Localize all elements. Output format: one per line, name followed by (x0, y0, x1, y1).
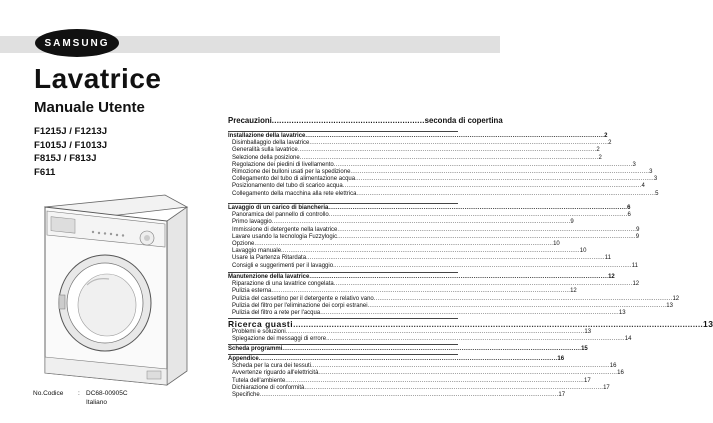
toc-entry-title: Appendice (228, 356, 259, 362)
dot-leader: ................................................................................................................................................................ (281, 248, 580, 255)
model-line: F1215J / F1213J (34, 126, 108, 137)
toc-entry-title: Problemi e soluzioni (232, 329, 286, 335)
dot-leader: ................................................................................................................................................................ (299, 154, 599, 161)
toc-entry-title: Scheda per la cura dei tessuti (232, 363, 312, 370)
toc-entry[interactable] (228, 154, 602, 162)
toc-entry-title: Pulizia del filtro per l'eliminazione dei corpi estranei (232, 302, 368, 309)
dot-leader: ................................................................................................................................................................ (337, 226, 637, 233)
dot-leader: ................................................................................................................................................................ (328, 205, 628, 211)
toc-entry[interactable] (228, 370, 624, 377)
dot-leader: ................................................................................................................................................................ (271, 288, 571, 295)
toc-entry-title: Specifiche (232, 391, 260, 398)
toc-entry-page: 13 (618, 309, 626, 316)
dot-leader: ................................................................................................................................................................ (293, 319, 703, 329)
washing-machine-illustration (35, 185, 195, 390)
toc-section (228, 319, 713, 343)
dot-leader: ................................................................................................................................................................ (306, 255, 605, 262)
toc-entry[interactable] (228, 168, 653, 176)
toc-entry-title: Pulizia del cassettino per il detergente e relativo vano (232, 295, 374, 302)
toc-entry-page: 13 (702, 319, 713, 329)
dot-leader: ................................................................................................................................................................ (373, 295, 673, 302)
toc-entry-title: Tutela dell'ambiente (232, 377, 286, 384)
toc-entry-title: Generalità sulla lavatrice (232, 147, 298, 154)
toc-entry-page: 16 (609, 363, 617, 370)
toc-section (228, 133, 659, 198)
document-title: Lavatrice (34, 63, 162, 94)
toc-entry-title: Lavare usando la tecnologia Fuzzylogic (232, 233, 338, 240)
toc-entry-title: Panoramica del pannello di controllo (232, 212, 329, 219)
toc-entry-page: 12 (672, 295, 680, 302)
section-divider (228, 203, 458, 204)
toc-entry-title: Usare la Partenza Ritardata (232, 255, 307, 262)
model-line: F1015J / F1013J (34, 139, 108, 151)
dot-leader: ................................................................................................................................................................ (337, 233, 636, 240)
toc-entry[interactable] (228, 176, 658, 183)
toc-entry[interactable] (228, 295, 680, 303)
toc-entry-title: Riparazione di una lavatrice congelata (232, 281, 334, 288)
toc-section-heading[interactable] (228, 133, 608, 140)
toc-entry-page: 15 (581, 346, 588, 352)
toc-entry-page: 10 (553, 240, 560, 247)
toc-section-heading[interactable] (228, 319, 713, 329)
toc-entry-title: Spiegazione dei messaggi di errore (232, 336, 327, 343)
dot-leader: ................................................................................................................................................................ (333, 262, 632, 269)
toc-entry-title: Posizionamento del tubo di scarico acqua (232, 183, 343, 190)
toc-entry-title: Pulizia esterna (232, 288, 272, 295)
toc-entry[interactable] (228, 336, 632, 343)
toc-entry[interactable] (228, 329, 592, 336)
precautions-label: Precauzioni (228, 116, 272, 125)
toc-entry[interactable] (228, 161, 636, 169)
samsung-logo (35, 29, 119, 57)
toc-entry-page: 5 (655, 190, 659, 197)
toc-entry-title: Ricerca guasti (228, 319, 294, 329)
toc-entry-title: Installazione della lavatrice (228, 133, 306, 139)
toc-entry[interactable] (228, 309, 626, 317)
toc-section (228, 356, 624, 399)
language-value: Italiano (86, 399, 107, 406)
toc-entry-title: Immissione di detergente nella lavatrice (232, 226, 338, 233)
toc-entry[interactable] (228, 212, 631, 219)
toc-entry-title: Lavaggio di un carico di biancheria (228, 205, 329, 211)
toc-entry-title: Collegamento della macchina alla rete elettrica (232, 190, 357, 197)
toc-entry-page: 12 (608, 274, 615, 280)
dot-leader: ................................................................................................................................................................ (285, 329, 585, 335)
toc-entry-page: 2 (598, 154, 602, 161)
dot-leader: ................................................................................................................................................................ (355, 176, 654, 183)
toc-entry-page: 3 (632, 161, 636, 168)
dot-leader: ................................................................................................................................................................ (271, 219, 571, 226)
toc-entry-page: 6 (627, 205, 631, 211)
toc-entry-title: Consigli e suggerimenti per il lavaggio (232, 262, 334, 269)
toc-entry[interactable] (228, 248, 587, 255)
dot-leader: ................................................................................................................................................................ (333, 161, 633, 168)
toc-entry-page: 6 (627, 212, 631, 219)
toc-entry[interactable] (228, 363, 617, 370)
precautions-page: seconda di copertina (424, 116, 503, 125)
model-line: F611 (34, 166, 56, 178)
toc-entry-page: 13 (666, 302, 673, 309)
toc-entry-title: Pulizia del filtro a rete per l'acqua (232, 309, 321, 316)
dot-leader: ................................................................................................................................................................ (311, 363, 610, 370)
dot-leader: ................................................................................................................................................................ (254, 240, 554, 247)
toc-entry-title: Primo lavaggio (232, 219, 272, 226)
toc-entry[interactable] (228, 190, 659, 198)
toc-section-heading[interactable] (228, 274, 615, 281)
toc-entry-page: 11 (631, 262, 639, 269)
dot-leader: ................................................................................................................................................................ (367, 302, 667, 309)
toc-section (228, 346, 588, 353)
toc-entry[interactable] (228, 384, 610, 392)
document-subtitle: Manuale Utente (34, 99, 145, 116)
precautions-entry[interactable]: Precauzioni .............................................................. seconda di copertina (228, 116, 503, 125)
toc-section-heading[interactable] (228, 356, 565, 363)
dot-leader: ................................................................................................................................................................ (318, 370, 618, 377)
section-divider (228, 354, 458, 355)
toc-entry-page: 12 (570, 288, 577, 295)
toc-entry-title: Dichiarazione di conformità (232, 384, 305, 391)
toc-entry-title: Selezione della posizione (232, 154, 300, 161)
toc-entry-title: Manutenzione della lavatrice (228, 274, 310, 280)
toc-entry-page: 3 (653, 176, 658, 183)
toc-entry-page: 16 (557, 356, 565, 362)
toc-entry[interactable] (228, 219, 574, 226)
code-separator: : (78, 390, 80, 397)
toc-entry-page: 14 (624, 336, 632, 343)
toc-entry[interactable] (228, 226, 640, 234)
toc-entry-page: 2 (604, 133, 608, 139)
toc-entry-title: Opzione (232, 240, 255, 247)
section-divider (228, 344, 458, 345)
toc-entry-page: 13 (584, 329, 592, 335)
toc-entry-title: Scheda programmi (228, 346, 283, 352)
dot-leader: ................................................................................................................................................................ (356, 190, 656, 197)
toc-entry-page: 16 (617, 370, 624, 377)
dot-leader: ................................................................................................................................................................ (320, 309, 619, 316)
toc-entry[interactable] (228, 391, 566, 399)
toc-entry[interactable] (228, 377, 591, 385)
toc-section-heading[interactable] (228, 346, 588, 353)
section-divider (228, 272, 458, 273)
code-label: No.Codice (33, 390, 64, 397)
dot-leader: ................................................................................................................................................................ (326, 336, 625, 343)
code-value: DC68-00905C (86, 390, 128, 397)
toc-entry-title: Avvertenze riguardo all'elettricità (232, 370, 319, 377)
dot-leader: ................................................................................................................................................................ (333, 281, 633, 288)
dot-leader: ................................................................................................................................................................ (305, 133, 605, 139)
toc-entry-page: 17 (558, 391, 566, 398)
toc-entry-page: 17 (603, 384, 610, 391)
toc-entry-title: Regolazione dei piedini di livellamento (232, 161, 334, 168)
model-line: F815J / F813J (34, 153, 97, 164)
toc-entry-title: Disimballaggio della lavatrice (232, 140, 310, 147)
toc-entry[interactable] (228, 281, 640, 288)
section-divider (228, 131, 458, 132)
toc-entry-page: 2 (596, 147, 600, 154)
dot-leader: ................................................................................................................................................................ (258, 356, 558, 362)
toc-entry[interactable] (228, 183, 645, 190)
toc-entry-page: 10 (579, 248, 587, 255)
dot-leader: ................................................................................................................................................................ (350, 168, 650, 175)
document-code (33, 389, 128, 407)
dot-leader: ................................................................................................................................................................ (285, 377, 585, 384)
toc-entry-title: Collegamento del tubo di alimentazione acqua (232, 176, 356, 183)
toc-entry-page: 3 (649, 168, 653, 175)
toc-entry-page: 9 (570, 219, 574, 226)
toc-entry-page: 11 (604, 255, 611, 262)
dot-leader: ................................................................................................................................................................ (297, 147, 597, 154)
toc-entry[interactable] (228, 262, 639, 270)
dot-leader: ................................................................................................................................................................ (342, 183, 642, 190)
model-list (34, 125, 107, 179)
toc-entry-page: 2 (608, 140, 612, 147)
toc-entry-page: 17 (584, 377, 591, 384)
toc-entry[interactable] (228, 255, 611, 262)
dot-leader: ................................................................................................................................................................ (309, 274, 609, 280)
toc-entry[interactable] (228, 240, 560, 248)
toc-entry-title: Rimozione dei bulloni usati per la spedizione (232, 168, 351, 175)
dot-leader: ................................................................................................................................................................ (282, 346, 582, 352)
toc-entry[interactable] (228, 147, 600, 154)
toc-section (228, 274, 680, 317)
dot-leader: ................................................................................................................................................................ (309, 140, 609, 147)
toc-section-heading[interactable] (228, 205, 631, 212)
toc-entry[interactable] (228, 140, 612, 147)
toc-entry-page: 9 (635, 233, 640, 240)
toc-entry-page: 4 (641, 183, 645, 190)
toc-entry-title: Lavaggio manuale (232, 248, 282, 255)
toc-section (228, 205, 640, 270)
brand-name: SAMSUNG (44, 37, 110, 49)
dot-leader: ................................................................................................................................................................ (328, 212, 628, 219)
dot-leader: ................................................................................................................................................................ (304, 384, 604, 391)
toc-entry-page: 9 (636, 226, 640, 233)
toc-entry[interactable] (228, 288, 577, 295)
toc-entry[interactable] (228, 233, 640, 241)
dot-leader: ................................................................................................................................................................ (259, 391, 559, 398)
toc-entry[interactable] (228, 302, 673, 310)
toc-entry-page: 12 (632, 281, 640, 288)
